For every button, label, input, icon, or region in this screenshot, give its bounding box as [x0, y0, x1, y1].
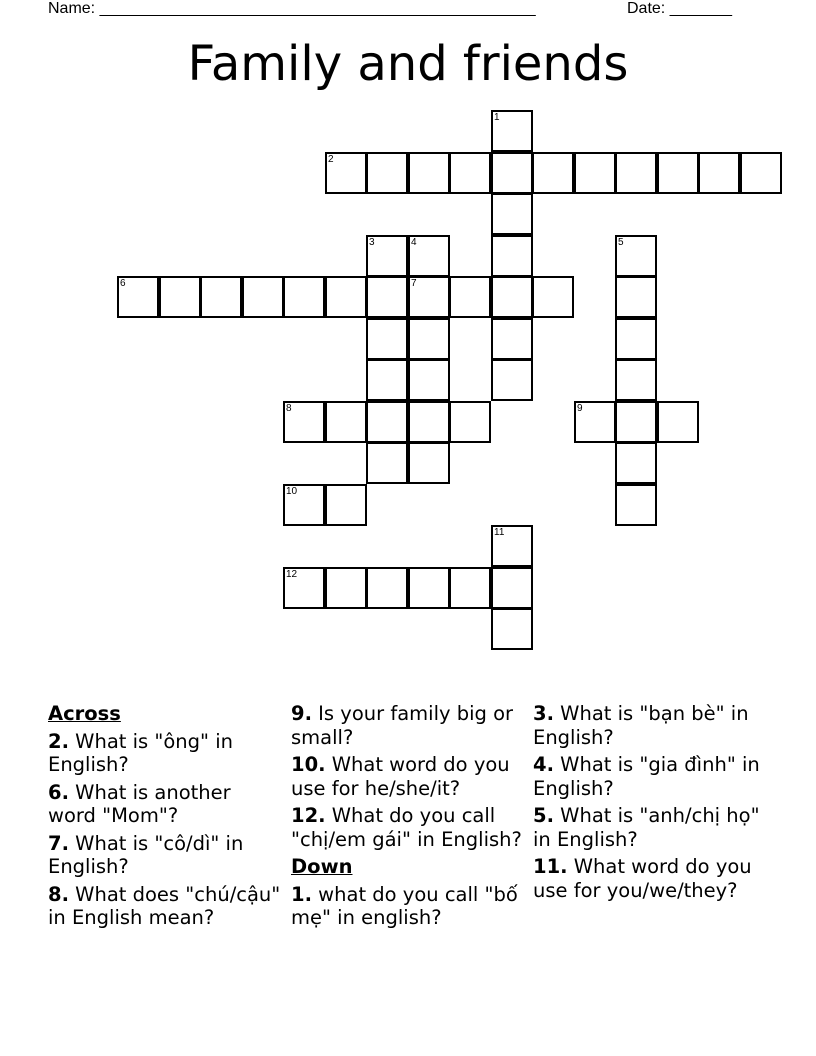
- grid-cell[interactable]: [325, 567, 367, 609]
- across-heading: Across: [48, 702, 121, 725]
- clue-text: What is "cô/dì" in English?: [48, 831, 244, 878]
- grid-cell[interactable]: [491, 193, 533, 235]
- grid-cell[interactable]: [615, 401, 657, 443]
- clue-down-3: [533, 702, 771, 749]
- grid-cell[interactable]: [615, 276, 657, 318]
- grid-cell[interactable]: [408, 318, 450, 360]
- clue-across-12: [291, 804, 529, 851]
- grid-cell[interactable]: [449, 567, 491, 609]
- clue-text: What is another word "Mom"?: [48, 780, 231, 827]
- grid-cell[interactable]: [491, 608, 533, 650]
- grid-cell[interactable]: [408, 359, 450, 401]
- clue-text: What is "bạn bè" in English?: [533, 702, 749, 749]
- grid-cell[interactable]: [242, 276, 284, 318]
- grid-cell[interactable]: [615, 235, 657, 277]
- grid-cell[interactable]: [615, 152, 657, 194]
- grid-cell[interactable]: [615, 484, 657, 526]
- clue-number: 10.: [291, 753, 326, 776]
- clue-across-2: [48, 730, 284, 777]
- clue-across-6: [48, 781, 284, 828]
- cell-number: 3: [369, 237, 375, 248]
- clue-number: 4.: [533, 753, 554, 776]
- clues-column-3: [533, 702, 771, 906]
- grid-cell[interactable]: [491, 110, 533, 152]
- clues-column-1: [48, 702, 284, 934]
- clue-text: What do you call "chị/em gái" in English?: [291, 804, 522, 851]
- cell-number: 1: [494, 112, 500, 123]
- grid-cell[interactable]: [408, 567, 450, 609]
- clue-number: 8.: [48, 882, 69, 906]
- clue-text: What is "anh/chị họ" in English?: [533, 804, 760, 851]
- cell-number: 8: [286, 403, 292, 414]
- clue-number: 1.: [291, 882, 312, 906]
- clue-number: 3.: [533, 702, 554, 725]
- grid-cell[interactable]: [366, 401, 408, 443]
- grid-cell[interactable]: [574, 401, 616, 443]
- clue-down-5: [533, 804, 771, 851]
- cell-number: 2: [328, 154, 334, 165]
- clue-text: What word do you use for you/we/they?: [533, 855, 752, 902]
- grid-cell[interactable]: [698, 152, 740, 194]
- grid-cell[interactable]: [491, 276, 533, 318]
- grid-cell[interactable]: [325, 484, 367, 526]
- clue-number: 6.: [48, 780, 69, 804]
- grid-cell[interactable]: [325, 401, 367, 443]
- down-heading: Down: [291, 855, 353, 878]
- cell-number: 9: [577, 403, 583, 414]
- cell-number: 7: [411, 278, 417, 289]
- grid-cell[interactable]: [449, 276, 491, 318]
- grid-cell[interactable]: [159, 276, 201, 318]
- grid-cell[interactable]: [366, 235, 408, 277]
- grid-cell[interactable]: [615, 359, 657, 401]
- worksheet-header: [48, 0, 748, 18]
- grid-cell[interactable]: [366, 567, 408, 609]
- grid-cell[interactable]: [283, 484, 325, 526]
- grid-cell[interactable]: [117, 276, 159, 318]
- clue-number: 12.: [291, 804, 326, 827]
- cell-number: 4: [411, 237, 417, 248]
- clue-text: What is "gia đình" in English?: [533, 753, 760, 800]
- grid-cell[interactable]: [408, 276, 450, 318]
- grid-cell[interactable]: [283, 276, 325, 318]
- clue-down-11: [533, 855, 771, 902]
- clue-number: 7.: [48, 831, 69, 855]
- grid-cell[interactable]: [532, 152, 574, 194]
- clue-down-1: [291, 883, 529, 930]
- page-title: Family and friends: [187, 36, 629, 92]
- grid-cell[interactable]: [408, 152, 450, 194]
- clue-number: 11.: [533, 855, 568, 878]
- grid-cell[interactable]: [657, 152, 699, 194]
- grid-cell[interactable]: [491, 567, 533, 609]
- grid-cell[interactable]: [366, 276, 408, 318]
- grid-cell[interactable]: [408, 401, 450, 443]
- grid-cell[interactable]: [574, 152, 616, 194]
- clue-text: What word do you use for he/she/it?: [291, 753, 510, 800]
- grid-cell[interactable]: [283, 401, 325, 443]
- grid-cell[interactable]: [491, 235, 533, 277]
- grid-cell[interactable]: [366, 442, 408, 484]
- grid-cell[interactable]: [366, 152, 408, 194]
- clue-across-10: [291, 753, 529, 800]
- grid-cell[interactable]: [366, 318, 408, 360]
- grid-cell[interactable]: [491, 152, 533, 194]
- clue-number: 5.: [533, 804, 554, 827]
- clue-across-9: [291, 702, 529, 749]
- cell-number: 12: [286, 569, 298, 580]
- grid-cell[interactable]: [283, 567, 325, 609]
- clues-column-2: [291, 702, 529, 934]
- clue-text: What is "ông" in English?: [48, 729, 233, 776]
- grid-cell[interactable]: [491, 525, 533, 567]
- grid-cell[interactable]: [200, 276, 242, 318]
- name-field-label: Name: _________________________________________________: [48, 0, 536, 17]
- clue-number: 2.: [48, 729, 69, 753]
- grid-cell[interactable]: [366, 359, 408, 401]
- cell-number: 10: [286, 486, 298, 497]
- grid-cell[interactable]: [615, 318, 657, 360]
- clue-text: Is your family big or small?: [291, 702, 514, 749]
- grid-cell[interactable]: [408, 235, 450, 277]
- clue-across-7: [48, 832, 284, 879]
- grid-cell[interactable]: [532, 276, 574, 318]
- grid-cell[interactable]: [325, 152, 367, 194]
- grid-cell[interactable]: [449, 152, 491, 194]
- grid-cell[interactable]: [491, 318, 533, 360]
- clue-text: What does "chú/cậu" in English mean?: [48, 882, 281, 929]
- grid-cell[interactable]: [491, 359, 533, 401]
- grid-cell[interactable]: [615, 442, 657, 484]
- grid-cell[interactable]: [740, 152, 782, 194]
- clue-across-8: [48, 883, 284, 930]
- clue-number: 9.: [291, 702, 312, 725]
- grid-cell[interactable]: [657, 401, 699, 443]
- clue-down-4: [533, 753, 771, 800]
- grid-cell[interactable]: [449, 401, 491, 443]
- cell-number: 11: [494, 527, 505, 538]
- cell-number: 6: [120, 278, 126, 289]
- grid-cell[interactable]: [325, 276, 367, 318]
- date-field-label: Date: _______: [627, 0, 732, 17]
- grid-cell[interactable]: [408, 442, 450, 484]
- cell-number: 5: [618, 237, 624, 248]
- clue-text: what do you call "bố mẹ" in english?: [291, 882, 518, 929]
